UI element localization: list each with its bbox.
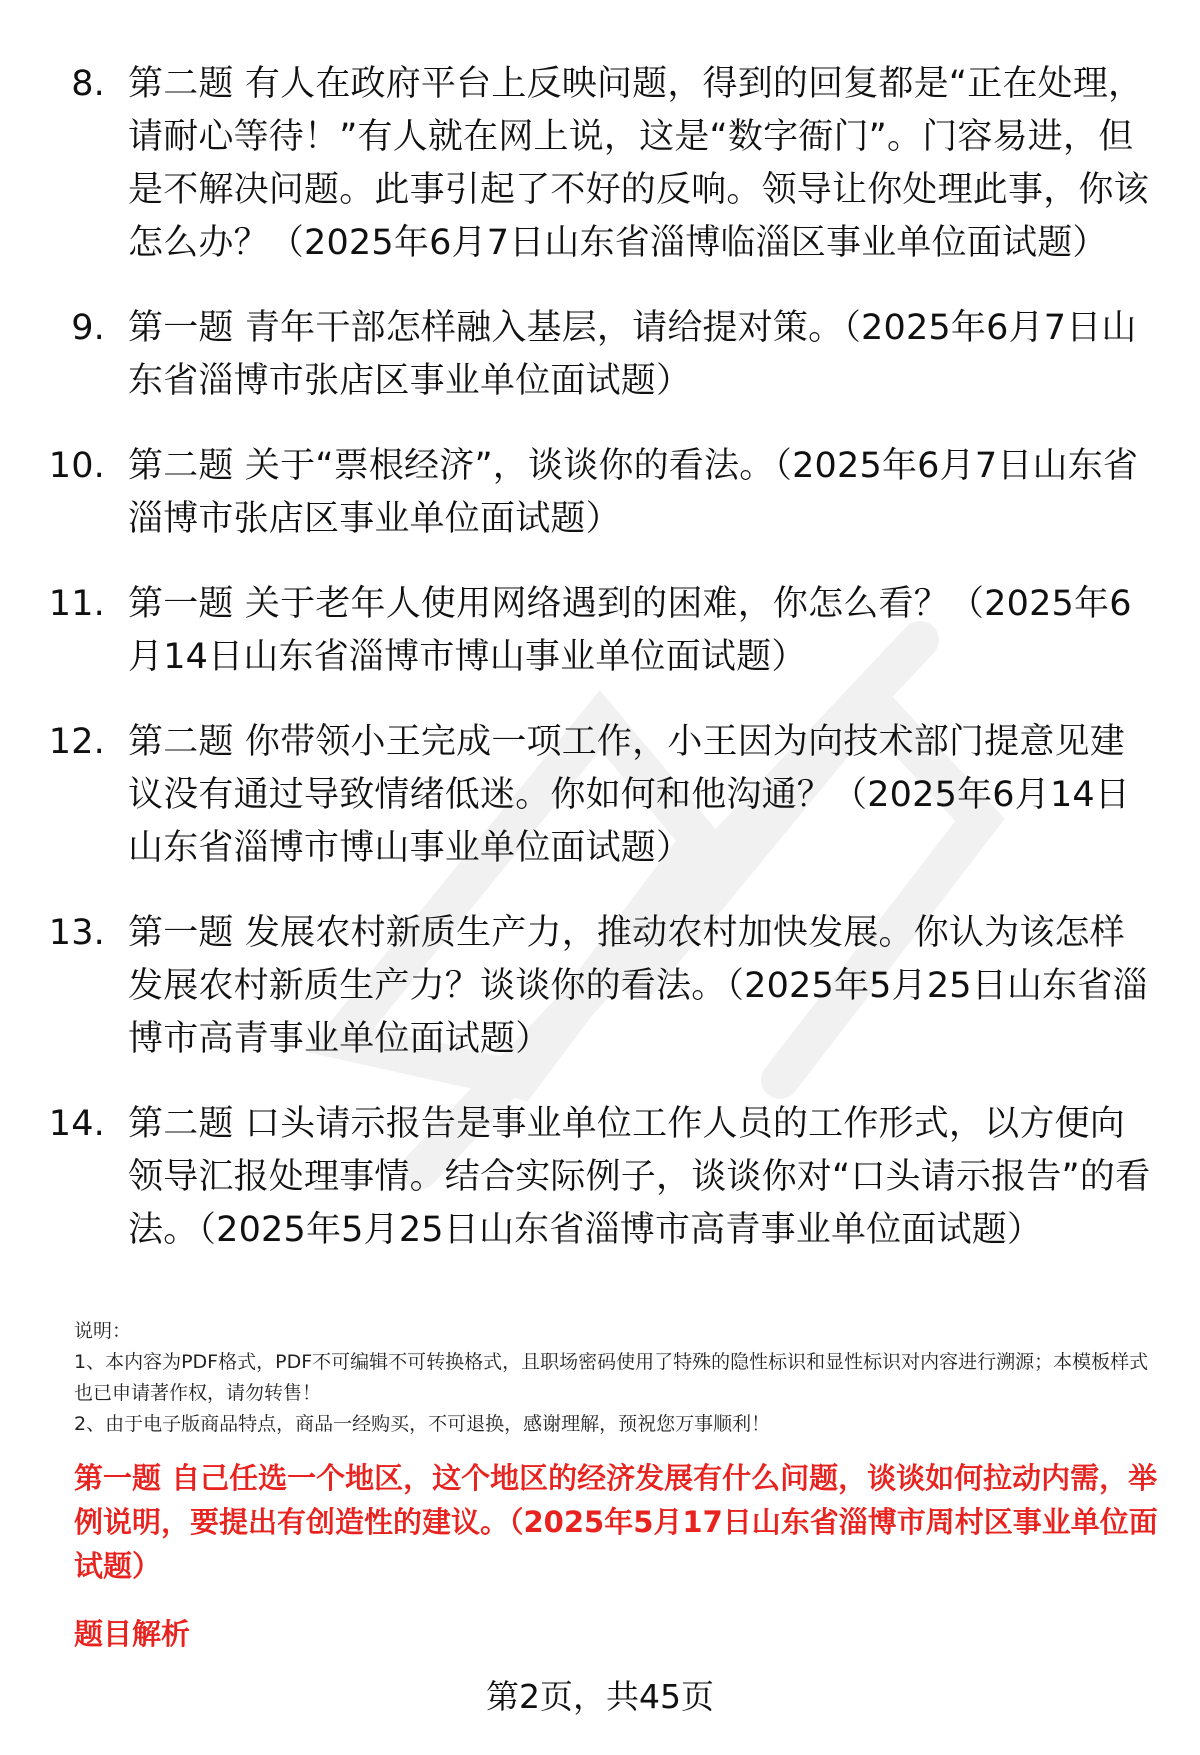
question-text: 第二题 有人在政府平台上反映问题，得到的回复都是“正在处理，请耐心等待！”有人就在网上说，这是“数字衙门”。门容易进，但是不解决问题。此事引起了不好的反响。领导让你处理此事，你该怎么办？（2025年6月7日山东省淄博临淄区事业单位面试题）	[128, 64, 1149, 263]
question-text: 第一题 青年干部怎样融入基层，请给提对策。（2025年6月7日山东省淄博市张店区事业单位面试题）	[128, 308, 1137, 401]
notes-title: 说明：	[74, 1320, 132, 1342]
page-footer: 第2页，共45页	[486, 1677, 714, 1716]
question-item	[0, 907, 1200, 1066]
question-text: 第一题 关于老年人使用网络遇到的困难，你怎么看？（2025年6月14日山东省淄博市博山事业单位面试题）	[128, 584, 1132, 677]
question-number: 12.	[48, 722, 105, 762]
notes-section	[74, 1316, 1164, 1440]
question-number: 14.	[48, 1104, 105, 1144]
question-number: 9.	[71, 308, 105, 348]
question-item	[0, 302, 1200, 408]
question-item	[0, 578, 1200, 684]
highlight-question: 第一题 自己任选一个地区，这个地区的经济发展有什么问题，谈谈如何拉动内需，举例说明，要提出有创造性的建议。（2025年5月17日山东省淄博市周村区事业单位面试题）	[74, 1461, 1158, 1583]
analysis-heading: 题目解析	[74, 1617, 191, 1651]
question-text: 第二题 你带领小王完成一项工作，小王因为向技术部门提意见建议没有通过导致情绪低迷。你如何和他沟通？（2025年6月14日山东省淄博市博山事业单位面试题）	[128, 722, 1131, 868]
question-number: 11.	[48, 584, 105, 624]
question-text: 第二题 口头请示报告是事业单位工作人员的工作形式，以方便向领导汇报处理事情。结合实际例子，谈谈你对“口头请示报告”的看法。（2025年5月25日山东省淄博市高青事业单位面试题）	[128, 1104, 1151, 1250]
question-number: 8.	[71, 64, 105, 104]
question-text: 第二题 关于“票根经济”，谈谈你的看法。（2025年6月7日山东省淄博市张店区事业单位面试题）	[128, 446, 1139, 539]
question-item	[0, 440, 1200, 546]
notes-line-2: 2、由于电子版商品特点，商品一经购买，不可退换，感谢理解，预祝您万事顺利！	[74, 1413, 771, 1435]
question-item	[0, 58, 1200, 270]
question-item	[0, 716, 1200, 875]
question-number: 10.	[48, 446, 105, 486]
question-list	[0, 58, 1200, 1289]
question-item	[0, 1098, 1200, 1257]
notes-line-1: 1、本内容为PDF格式，PDF不可编辑不可转换格式，且职场密码使用了特殊的隐性标识和显性标识对内容进行溯源；本模板样式也已申请著作权，请勿转售！	[74, 1351, 1149, 1404]
question-number: 13.	[48, 913, 105, 953]
question-text: 第一题 发展农村新质生产力，推动农村加快发展。你认为该怎样发展农村新质生产力？谈谈你的看法。（2025年5月25日山东省淄博市高青事业单位面试题）	[128, 913, 1148, 1059]
